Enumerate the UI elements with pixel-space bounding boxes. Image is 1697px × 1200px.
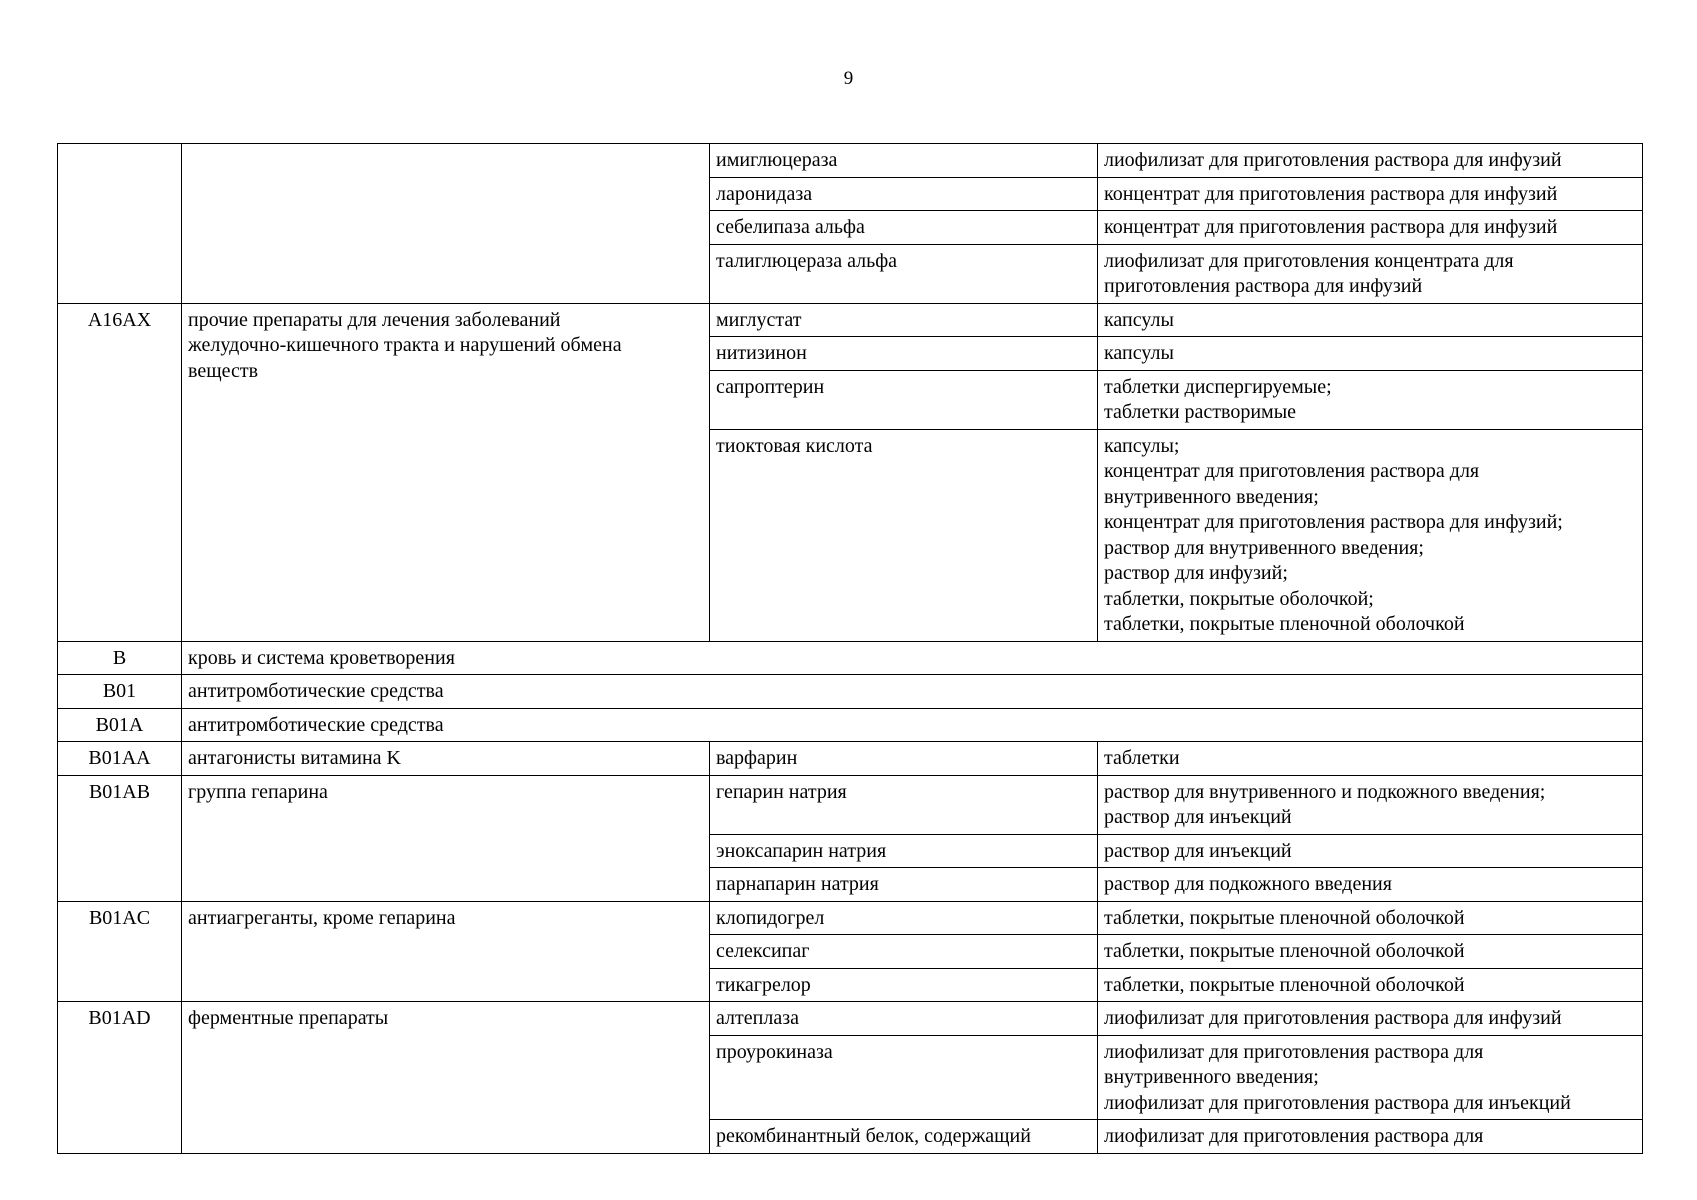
table-row bbox=[58, 303, 1643, 337]
dosage-form-cell bbox=[1098, 177, 1643, 211]
dosage-form-cell bbox=[1098, 901, 1643, 935]
dosage-form-line: концентрат для приготовления раствора для bbox=[1104, 460, 1480, 482]
dosage-form-cell bbox=[1098, 935, 1643, 969]
group-name-cell bbox=[182, 675, 1643, 709]
drug-name-line: нитизинон bbox=[716, 342, 807, 364]
dosage-form-cell bbox=[1098, 1120, 1643, 1154]
group-name-cell bbox=[182, 901, 710, 1002]
table-row bbox=[58, 675, 1643, 709]
drug-name-line: проурокиназа bbox=[716, 1040, 833, 1063]
dosage-form-line: таблетки, покрытые пленочной оболочкой bbox=[1104, 940, 1465, 962]
dosage-form-line: таблетки, покрытые пленочной оболочкой bbox=[1104, 973, 1465, 996]
drug-name-cell bbox=[710, 177, 1098, 211]
dosage-form-cell bbox=[1098, 868, 1643, 902]
table-body bbox=[58, 144, 1643, 1154]
dosage-form-line: лиофилизат для приготовления концентрата для bbox=[1104, 249, 1514, 272]
group-name-line: антитромботические средства bbox=[188, 713, 444, 736]
drug-name-line: ларонидаза bbox=[716, 182, 813, 205]
drug-name-line: сапроптерин bbox=[716, 375, 825, 398]
dosage-form-line: концентрат для приготовления раствора для инфузий; bbox=[1104, 511, 1563, 533]
drug-name-cell bbox=[710, 1035, 1098, 1120]
group-name-cell bbox=[182, 303, 710, 641]
drug-name-line: варфарин bbox=[716, 747, 798, 769]
drug-name-cell bbox=[710, 868, 1098, 902]
group-name-cell bbox=[182, 775, 710, 901]
group-name-line: группа гепарина bbox=[188, 780, 328, 803]
group-name-line: антитромботические средства bbox=[188, 680, 444, 702]
drug-table bbox=[57, 143, 1643, 1154]
drug-name-line: алтеплаза bbox=[716, 1007, 799, 1029]
group-name-line: желудочно-кишечного тракта и нарушений обмена bbox=[188, 334, 622, 356]
group-name-line: антиагреганты, кроме гепарина bbox=[188, 906, 456, 929]
table-row bbox=[58, 1002, 1643, 1036]
group-name-cell bbox=[182, 144, 710, 304]
drug-name-cell bbox=[710, 901, 1098, 935]
dosage-form-line: концентрат для приготовления раствора для инфузий bbox=[1104, 182, 1558, 205]
atc-code-cell bbox=[58, 675, 182, 709]
dosage-form-line: таблетки, покрытые оболочкой; bbox=[1104, 587, 1374, 610]
dosage-form-line: внутривенного введения; bbox=[1104, 485, 1319, 508]
atc-code: B bbox=[112, 646, 127, 669]
group-name-cell bbox=[182, 641, 1643, 675]
table-row bbox=[58, 708, 1643, 742]
drug-name-line: эноксапарин натрия bbox=[716, 839, 887, 862]
dosage-form-cell bbox=[1098, 775, 1643, 834]
group-name-line: веществ bbox=[188, 359, 259, 382]
atc-code-cell bbox=[58, 708, 182, 742]
dosage-form-cell bbox=[1098, 337, 1643, 371]
atc-code-cell bbox=[58, 641, 182, 675]
dosage-form-cell bbox=[1098, 211, 1643, 245]
atc-code-cell bbox=[58, 303, 182, 641]
group-name-line: антагонисты витамина K bbox=[188, 747, 401, 769]
table-row bbox=[58, 742, 1643, 776]
atc-code-cell bbox=[58, 1002, 182, 1154]
drug-name-cell bbox=[710, 1002, 1098, 1036]
table-row bbox=[58, 775, 1643, 834]
atc-code-cell bbox=[58, 742, 182, 776]
group-name-cell bbox=[182, 708, 1643, 742]
page-number: 9 bbox=[843, 68, 854, 89]
dosage-form-line: таблетки диспергируемые; bbox=[1104, 375, 1332, 398]
drug-name-line: тикагрелор bbox=[716, 973, 811, 996]
group-name-line: кровь и система кроветворения bbox=[188, 646, 455, 669]
dosage-form-line: капсулы bbox=[1104, 342, 1174, 364]
atc-code: B01AA bbox=[88, 747, 151, 769]
dosage-form-cell bbox=[1098, 968, 1643, 1002]
drug-name-line: талиглюцераза альфа bbox=[716, 249, 898, 272]
dosage-form-line: концентрат для приготовления раствора для инфузий bbox=[1104, 216, 1558, 238]
drug-name-cell bbox=[710, 1120, 1098, 1154]
dosage-form-line: таблетки bbox=[1104, 747, 1180, 769]
drug-name-cell bbox=[710, 370, 1098, 429]
group-name-line: прочие препараты для лечения заболеваний bbox=[188, 308, 561, 331]
drug-name-line: рекомбинантный белок, содержащий bbox=[716, 1125, 1031, 1147]
dosage-form-line: капсулы; bbox=[1104, 434, 1180, 457]
atc-code: B01AD bbox=[88, 1007, 151, 1029]
drug-name-line: миглустат bbox=[716, 308, 802, 331]
dosage-form-cell bbox=[1098, 834, 1643, 868]
dosage-form-line: раствор для инфузий; bbox=[1104, 562, 1288, 584]
dosage-form-line: раствор для подкожного введения bbox=[1104, 873, 1392, 895]
dosage-form-line: лиофилизат для приготовления раствора для bbox=[1104, 1040, 1484, 1063]
dosage-form-cell bbox=[1098, 429, 1643, 641]
dosage-form-line: таблетки, покрытые пленочной оболочкой bbox=[1104, 906, 1465, 929]
drug-name-cell bbox=[710, 834, 1098, 868]
atc-code: A16AX bbox=[87, 308, 152, 331]
dosage-form-line: лиофилизат для приготовления раствора для bbox=[1104, 1125, 1484, 1147]
drug-name-cell bbox=[710, 968, 1098, 1002]
group-name-cell bbox=[182, 1002, 710, 1154]
drug-name-cell bbox=[710, 144, 1098, 178]
dosage-form-line: приготовления раствора для инфузий bbox=[1104, 275, 1423, 297]
atc-code-cell bbox=[58, 775, 182, 901]
drug-name-line: гепарин натрия bbox=[716, 780, 847, 803]
drug-name-cell bbox=[710, 337, 1098, 371]
drug-name-cell bbox=[710, 211, 1098, 245]
table-row bbox=[58, 144, 1643, 178]
drug-name-cell bbox=[710, 775, 1098, 834]
dosage-form-line: таблетки растворимые bbox=[1104, 401, 1297, 423]
dosage-form-cell bbox=[1098, 742, 1643, 776]
drug-name-line: имиглюцераза bbox=[716, 149, 838, 171]
atc-code: B01 bbox=[102, 680, 137, 702]
atc-code-cell bbox=[58, 144, 182, 304]
atc-code: B01AC bbox=[88, 906, 151, 929]
dosage-form-cell bbox=[1098, 303, 1643, 337]
drug-name-line: клопидогрел bbox=[716, 906, 825, 929]
dosage-form-line: раствор для внутривенного введения; bbox=[1104, 536, 1424, 559]
group-name-line: ферментные препараты bbox=[188, 1007, 389, 1029]
dosage-form-cell bbox=[1098, 144, 1643, 178]
dosage-form-line: раствор для внутривенного и подкожного введения; bbox=[1104, 780, 1546, 803]
dosage-form-line: капсулы bbox=[1104, 308, 1174, 331]
table-row bbox=[58, 901, 1643, 935]
group-name-cell bbox=[182, 742, 710, 776]
dosage-form-line: лиофилизат для приготовления раствора для инъекций bbox=[1104, 1091, 1571, 1114]
dosage-form-line: лиофилизат для приготовления раствора для инфузий bbox=[1104, 1007, 1562, 1029]
drug-name-cell bbox=[710, 303, 1098, 337]
drug-name-cell bbox=[710, 742, 1098, 776]
atc-code: B01A bbox=[95, 713, 144, 736]
dosage-form-line: лиофилизат для приготовления раствора для инфузий bbox=[1104, 149, 1562, 171]
atc-code-cell bbox=[58, 901, 182, 1002]
drug-name-line: парнапарин натрия bbox=[716, 873, 879, 895]
dosage-form-line: раствор для инъекций bbox=[1104, 839, 1292, 862]
drug-name-cell bbox=[710, 429, 1098, 641]
dosage-form-line: внутривенного введения; bbox=[1104, 1066, 1319, 1088]
dosage-form-cell bbox=[1098, 244, 1643, 303]
drug-name-line: селексипаг bbox=[716, 940, 810, 962]
dosage-form-cell bbox=[1098, 370, 1643, 429]
dosage-form-cell bbox=[1098, 1035, 1643, 1120]
atc-code: B01AB bbox=[88, 780, 151, 803]
dosage-form-cell bbox=[1098, 1002, 1643, 1036]
table-row bbox=[58, 641, 1643, 675]
drug-name-cell bbox=[710, 935, 1098, 969]
dosage-form-line: раствор для инъекций bbox=[1104, 806, 1292, 828]
dosage-form-line: таблетки, покрытые пленочной оболочкой bbox=[1104, 613, 1465, 635]
drug-name-line: себелипаза альфа bbox=[716, 216, 865, 238]
drug-name-line: тиоктовая кислота bbox=[716, 434, 873, 457]
drug-name-cell bbox=[710, 244, 1098, 303]
